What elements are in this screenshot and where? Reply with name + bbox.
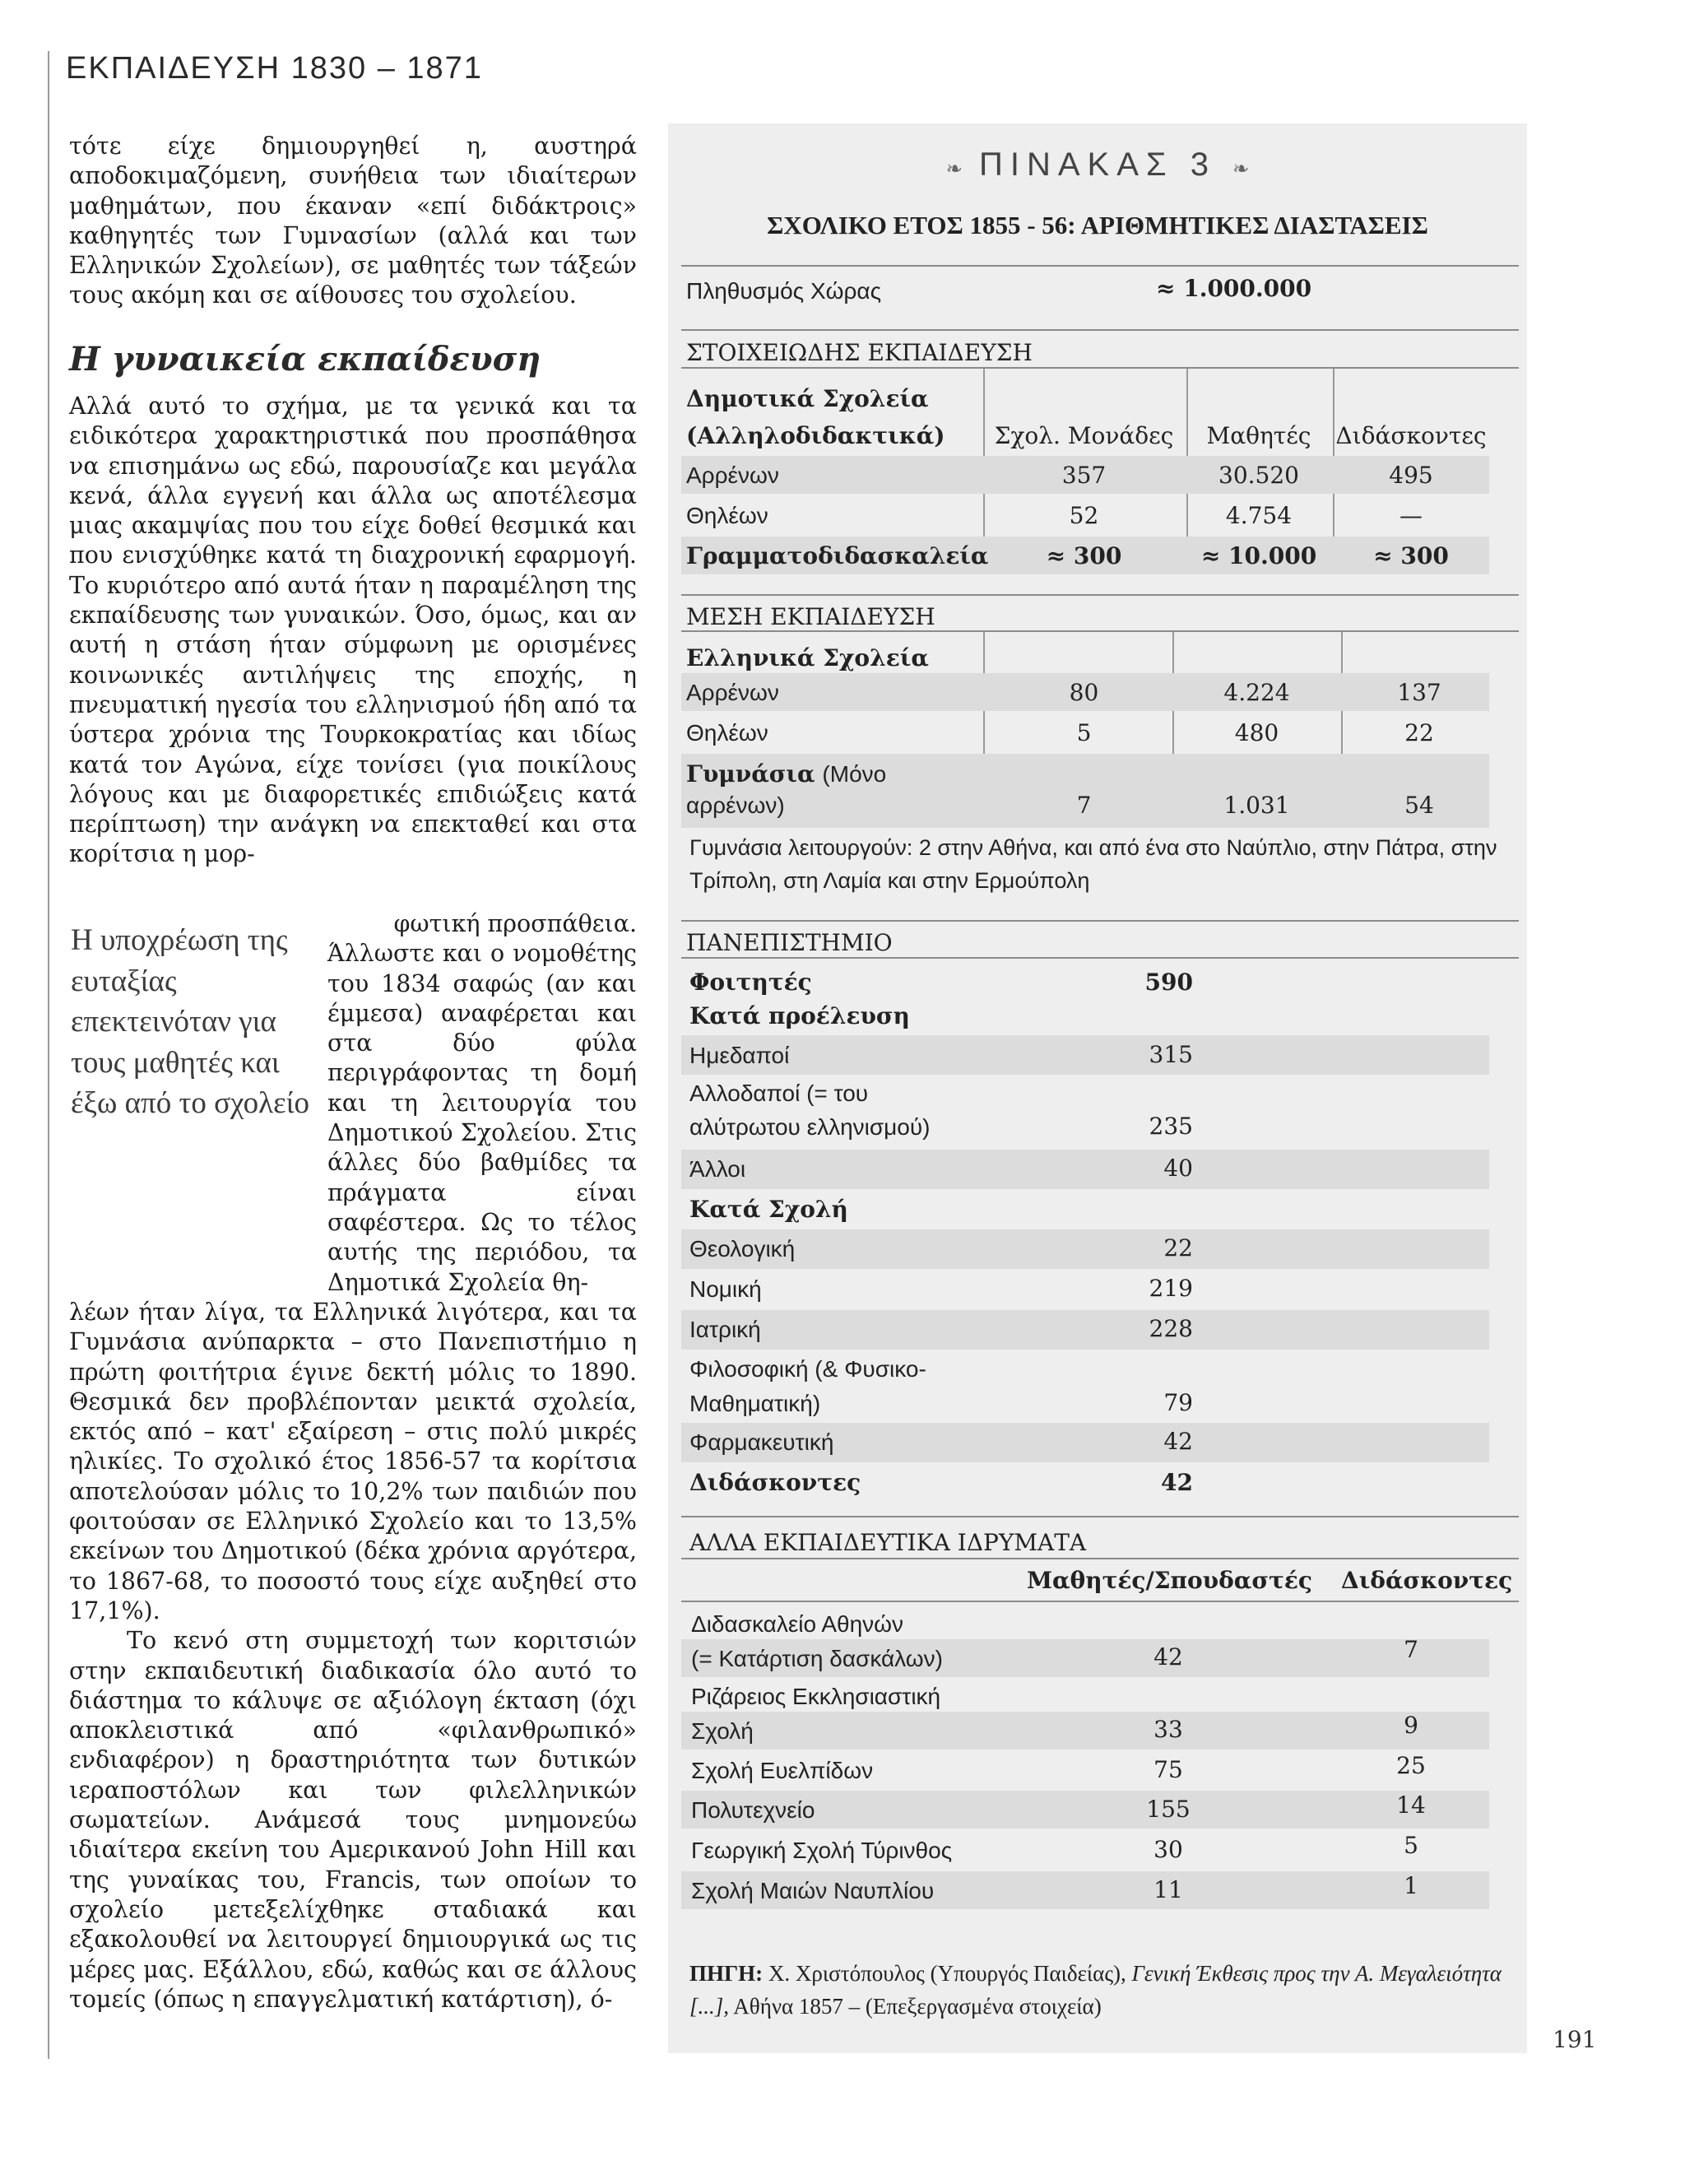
didaskaleio-line2: (= Κατάρτιση δασκάλων) — [691, 1646, 943, 1671]
primary-row-label: Αρρένων — [686, 462, 779, 488]
gym-label-rest: (Μόνο — [822, 761, 887, 787]
secondary-row-teachers: 137 — [1397, 679, 1441, 706]
col-header-students: Μαθητές — [1206, 422, 1311, 449]
primary-row-units: 52 — [1069, 502, 1099, 529]
uni-medicine-label: Ιατρική — [689, 1317, 761, 1342]
gym-students: 1.031 — [1223, 792, 1290, 819]
primary-row-label: Γραμματοδιδασκαλεία — [686, 542, 989, 569]
ornament-icon: ❧ — [1232, 158, 1250, 180]
other-row-label: Σχολή Ευελπίδων — [691, 1758, 874, 1783]
body-text-2: Άλλωστε και ο νομοθέτης του 1834 σαφώς (αν και έμμεσα) αναφέρεται και στα δύο φύλα περιγράφοντας τη δομή και τη λειτουργία του Δημοτικού Σχολείου. Στις άλλες δύο βαθμίδες τα πράγματα είναι σαφέστερα. Ως το τέλος αυτής της περιόδου, τα Δημοτικά Σχολεία θη- — [327, 940, 637, 1296]
primary-row-teachers: ≈ 300 — [1373, 542, 1449, 569]
primary-row-units: ≈ 300 — [1046, 542, 1122, 569]
rizareios-students: 33 — [1154, 1716, 1183, 1743]
divider — [681, 1516, 1519, 1517]
uni-medicine-value: 228 — [1149, 1315, 1193, 1342]
body-text-3a: λέων ήταν λίγα, τα Ελληνικά λιγότερα, και τα Γυμνάσια ανύπαρκτα – στο Πανεπιστήμιο η πρώτη φοιτήτρια έγινε δεκτή μόλις το 1890. Θεσμικά δεν προβλέπονταν μεικτά σχολεία, εκτός από – κατ' εξαίρεση – στις πολύ μικρές ηλικίες. Το σχολικό έτος 1856-57 τα κορίτσια αποτελούσαν μόλις το 10,2% των παιδιών που φοιτούσαν σε Ελληνικό Σχολείο και το 13,5% εκείνων του Δημοτικού (δέκα χρόνια αργότερα, το 1867-68, το ποσοστό τους είχε αυξηθεί στο 17,1%). — [69, 1299, 637, 1624]
divider — [681, 367, 1519, 369]
divider — [681, 594, 1519, 596]
uni-philosophy-line1: Φιλοσοφική (& Φυσικο- — [689, 1356, 926, 1382]
uni-theology-label: Θεολογική — [689, 1236, 796, 1262]
page-number: 191 — [1553, 2026, 1597, 2053]
gym-label-bold: Γυμνάσια — [686, 760, 815, 788]
divider — [681, 329, 1519, 331]
running-header: ΕΚΠΑΙΔΕΥΣΗ 1830 – 1871 — [66, 51, 483, 86]
secondary-row-units: 80 — [1069, 679, 1099, 706]
rizareios-line1: Ριζάρειος Εκκλησιαστική — [691, 1684, 941, 1709]
body-text-3b: Το κενό στη συμμετοχή των κοριτσιών στην εκπαιδευτική διαδικασία όλο αυτό το διάστημα το κάλυψε σε αξιόλογη έκταση (όχι αποκλειστικά από «φιλανθρωπικό» ενδιαφέρον) η δραστηριότητα των δυτικών ιεραποστόλων και των φιλελληνικών σωματείων. Ανάμεσά τους μνημονεύω ιδιαίτερα εκείνη του Αμερικανού John Hill και της γυναίκας του, Francis, των οποίων το σχολείο μετεξελίχθηκε σταδιακά και εξακολουθεί να λειτουργεί δημιουργικά ως τις μέρες μας. Εξάλλου, εδώ, καθώς και σε άλλους τομείς (όπως η επαγγελματική κατάρτιση), ό- — [69, 1627, 637, 2013]
uni-natives-label: Ημεδαποί — [689, 1043, 790, 1068]
col-header-units: Σχολ. Μονάδες — [994, 422, 1174, 449]
col-header-teachers: Διδάσκοντες — [1335, 422, 1487, 449]
section-primary: ΣΤΟΙΧΕΙΩΔΗΣ ΕΚΠΑΙΔΕΥΣΗ — [686, 339, 1033, 366]
uni-foreign-line1: Αλλοδαποί (= του — [689, 1080, 869, 1106]
source-author: Χ. Χριστόπουλος (Υπουργός Παιδείας), — [768, 1961, 1126, 1986]
table-title-text: ΠΙΝΑΚΑΣ 3 — [978, 146, 1216, 183]
uni-foreign-value: 235 — [1149, 1113, 1193, 1140]
secondary-row-label: Αρρένων — [686, 680, 779, 705]
secondary-row-students: 4.224 — [1223, 679, 1290, 706]
other-row-students: 30 — [1154, 1836, 1183, 1863]
uni-others-value: 40 — [1163, 1155, 1193, 1182]
section-university: ΠΑΝΕΠΙΣΤΗΜΙΟ — [686, 929, 893, 956]
ornament-icon: ❧ — [945, 158, 963, 180]
other-row-label: Πολυτεχνείο — [691, 1797, 815, 1823]
other-row-teachers: 25 — [1396, 1752, 1426, 1779]
other-row-students: 75 — [1154, 1756, 1183, 1783]
uni-students-value: 590 — [1144, 969, 1193, 996]
primary-group-line2: (Αλληλοδιδακτικά) — [686, 422, 945, 449]
section-heading: Η γυναικεία εκπαίδευση — [69, 340, 541, 379]
primary-group-line1: Δημοτικά Σχολεία — [686, 385, 929, 412]
other-row-teachers: 5 — [1404, 1832, 1418, 1859]
page-margin-rule — [48, 51, 49, 2059]
body-paragraph-3 — [69, 1298, 637, 2014]
didaskaleio-teachers: 7 — [1404, 1636, 1418, 1663]
source-label: ΠΗΓΗ: — [689, 1961, 764, 1986]
secondary-row-students: 480 — [1234, 719, 1279, 746]
other-row-teachers: 14 — [1396, 1791, 1426, 1819]
rizareios-line2: Σχολή — [691, 1718, 754, 1744]
divider — [681, 957, 1519, 959]
uni-pharmacy-label: Φαρμακευτική — [689, 1429, 834, 1455]
table-source — [689, 1957, 1512, 2023]
secondary-row-teachers: 22 — [1404, 719, 1434, 746]
intro-text: τότε είχε δημιουργηθεί η, αυστηρά αποδοκιμαζόμενη, συνήθεια των ιδιαίτερων μαθημάτων, που έκαναν «επί διδάκτροις» καθηγητές των Γυμνασίων (αλλά και των Ελληνικών Σχολείων), σε μαθητές των τάξεών τους ακόμη και σε αίθουσες του σχολείου. — [69, 132, 637, 309]
gym-label-line1 — [686, 760, 886, 788]
primary-row-students: 30.520 — [1218, 462, 1299, 489]
uni-origin-label: Κατά προέλευση — [689, 1002, 910, 1029]
uni-school-label: Κατά Σχολή — [689, 1196, 848, 1223]
source-title: Γενική Έκθεσις προς την Α. Μεγαλειότητα [...], — [689, 1961, 1502, 2019]
other-row-students: 155 — [1146, 1796, 1191, 1823]
uni-foreign-line2: αλύτρωτου ελληνισμού) — [689, 1114, 931, 1140]
section-other: ΑΛΛΑ ΕΚΠΑΙΔΕΥΤΙΚΑ ΙΔΡΥΜΑΤΑ — [689, 1529, 1087, 1556]
secondary-row-units: 5 — [1076, 719, 1092, 746]
gym-label-line2: αρρένων) — [686, 792, 785, 818]
didaskaleio-students: 42 — [1154, 1643, 1183, 1671]
uni-natives-value: 315 — [1149, 1041, 1193, 1068]
uni-students-label: Φοιτητές — [689, 969, 812, 996]
pull-quote: Η υποχρέωση της ευταξίας επεκτεινόταν για τους μαθητές και έξω από το σχολείο — [71, 923, 310, 1120]
other-row-students: 11 — [1154, 1876, 1183, 1903]
divider — [681, 630, 1519, 632]
primary-row-teachers: 495 — [1389, 462, 1433, 489]
section-secondary: ΜΕΣΗ ΕΚΠΑΙΔΕΥΣΗ — [686, 603, 935, 630]
other-col-students: Μαθητές/Σπουδαστές — [1027, 1567, 1312, 1594]
other-col-teachers: Διδάσκοντες — [1341, 1567, 1513, 1594]
uni-teachers-value: 42 — [1161, 1469, 1193, 1496]
uni-others-label: Άλλοι — [689, 1156, 746, 1182]
primary-row-students: 4.754 — [1225, 502, 1293, 529]
uni-law-label: Νομική — [689, 1276, 762, 1302]
primary-row-teachers: — — [1400, 502, 1423, 529]
gym-note: Γυμνάσια λειτουργούν: 2 στην Αθήνα, και από ένα στο Ναύπλιο, στην Πάτρα, στην Τρίπολη, στη Λαμία και στην Ερμούπολη — [689, 835, 1497, 893]
other-row-teachers: 1 — [1404, 1872, 1418, 1899]
table-subtitle: ΣΧΟΛΙΚΟ ΕΤΟΣ 1855 - 56: ΑΡΙΘΜΗΤΙΚΕΣ ΔΙΑΣΤΑΣΕΙΣ — [767, 211, 1428, 239]
source-rest: Αθήνα 1857 – (Επεξεργασμένα στοιχεία) — [733, 1994, 1102, 2019]
uni-teachers-label: Διδάσκοντες — [689, 1469, 861, 1496]
uni-philosophy-value: 79 — [1163, 1389, 1193, 1416]
intro-paragraph — [69, 132, 637, 311]
population-value: ≈ 1.000.000 — [1156, 275, 1312, 302]
table-title — [668, 146, 1527, 184]
body-paragraph-2 — [327, 909, 637, 1298]
gym-units: 7 — [1076, 792, 1092, 819]
didaskaleio-line1: Διδασκαλείο Αθηνών — [691, 1611, 904, 1637]
secondary-group: Ελληνικά Σχολεία — [686, 644, 929, 671]
divider — [681, 1558, 1519, 1559]
body-text-2-first: φωτική προσπάθεια. — [393, 910, 637, 937]
population-label: Πληθυσμός Χώρας — [686, 278, 882, 304]
primary-row-units: 357 — [1061, 462, 1107, 489]
uni-philosophy-line2: Μαθηματική) — [689, 1391, 821, 1416]
secondary-row-label: Θηλέων — [686, 720, 768, 746]
uni-pharmacy-value: 42 — [1163, 1428, 1193, 1455]
uni-theology-value: 22 — [1163, 1234, 1193, 1262]
gym-teachers: 54 — [1404, 792, 1434, 819]
body-paragraph-1 — [69, 392, 637, 870]
body-text-1: Αλλά αυτό το σχήμα, με τα γενικά και τα ειδικότερα χαρακτηριστικά που προσπάθησα να επισημάνω ως εδώ, παρουσίαζε και μεγάλα κενά, άλλα εγγενή και άλλα ως αποτέλεσμα μιας ακαμψίας που του είχε δοθεί θεσμικά και που ενισχύθηκε κατά τη διαχρονική εφαρμογή. Το κυριότερο από αυτά ήταν η παραμέληση της εκπαίδευσης των γυναικών. Όσο, όμως, και αν αυτή η στάση ήταν σύμφωνη με ορισμένες κοινωνικές αντιλήψεις της εποχής, η πνευματική ηγεσία του ελληνισμού ήδη από τα ύστερα χρόνια της Τουρκοκρατίας και ιδίως κατά τον Αγώνα, είχε τονίσει (για ποικίλους λόγους και με διαφορετικές επιδιώξεις κατά περίπτωση) την ανάγκη να επεκταθεί και στα κορίτσια η μορ- — [69, 393, 637, 868]
divider — [681, 1601, 1519, 1602]
other-row-label: Σχολή Μαιών Ναυπλίου — [691, 1878, 935, 1903]
rizareios-teachers: 9 — [1404, 1712, 1418, 1739]
primary-row-label: Θηλέων — [686, 503, 768, 528]
uni-law-value: 219 — [1149, 1275, 1193, 1302]
primary-row-students: ≈ 10.000 — [1200, 542, 1317, 569]
other-row-label: Γεωργική Σχολή Τύρινθος — [691, 1838, 953, 1863]
divider — [681, 265, 1519, 267]
divider — [681, 920, 1519, 922]
